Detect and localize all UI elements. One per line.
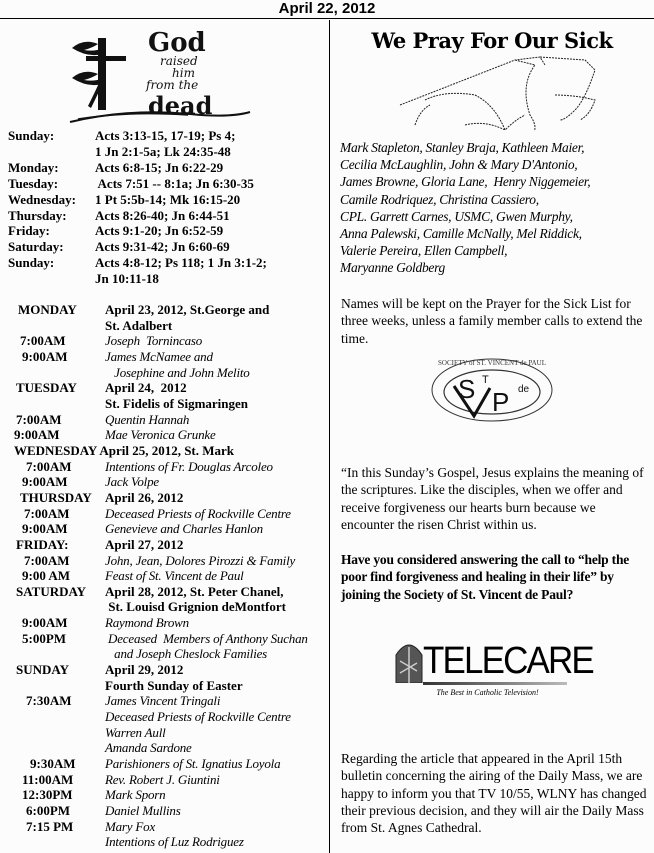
schedule-label: 9:00AM [22, 348, 68, 364]
schedule-text: Fourth Sunday of Easter [105, 677, 243, 693]
svg-text:him: him [172, 66, 195, 80]
daily-readings [8, 128, 267, 287]
schedule-text: Deceased Priests of Rockville Centre [105, 505, 291, 521]
mass-intention-row [0, 646, 329, 662]
schedule-label: THURSDAY [20, 489, 92, 505]
reading-row [8, 144, 267, 160]
god-raised-him-logo [68, 26, 258, 126]
mass-intention-row [0, 709, 329, 725]
reading-row [8, 176, 267, 192]
schedule-text: April 25, 2012, St. Mark [99, 442, 235, 458]
svg-text:raised: raised [160, 54, 198, 68]
svg-text:dead: dead [148, 91, 213, 120]
schedule-label: 12:30PM [22, 787, 73, 803]
schedule-day-row [0, 318, 329, 334]
reading-day [8, 271, 95, 287]
sick-name-line: Cecilia McLaughlin, John & Mary D'Antonio, [340, 157, 578, 173]
mass-intention-row [0, 631, 329, 647]
schedule-label: MONDAY [18, 302, 77, 317]
schedule-text: Feast of St. Vincent de Paul [105, 568, 244, 584]
sick-list-note: Names will be kept on the Prayer for the Sick List for three weeks, unless a family member calls to extend the time. [341, 296, 643, 346]
mass-intention-row [0, 693, 329, 709]
schedule-label [0, 365, 105, 381]
mass-intention-row [0, 459, 329, 475]
schedule-text: Jack Volpe [105, 474, 159, 490]
column-divider [329, 20, 330, 853]
mass-intention-row [0, 756, 329, 772]
schedule-text: Raymond Brown [105, 615, 189, 631]
svdp-logo [430, 356, 554, 422]
schedule-day-row [0, 380, 329, 396]
schedule-label: 7:00AM [24, 505, 70, 521]
svg-text:from the: from the [146, 78, 199, 92]
schedule-label: 9:00AM [22, 615, 68, 631]
schedule-text: and Joseph Cheslock Families [105, 646, 268, 662]
reading-citation: Jn 10:11-18 [95, 271, 159, 287]
sick-title: We Pray For Our Sick [371, 28, 613, 53]
reading-citation: Acts 3:13-15, 17-19; Ps 4; [95, 128, 236, 143]
schedule-day-row [0, 662, 329, 678]
telecare-tagline: The Best in Catholic Television! [436, 688, 539, 697]
schedule-day-row [0, 443, 329, 459]
schedule-text: St. Fidelis of Sigmaringen [105, 395, 249, 411]
schedule-day-row [0, 490, 329, 506]
schedule-text: April 23, 2012, St.George and [105, 302, 270, 317]
mass-intention-row [0, 427, 329, 443]
schedule-label [0, 725, 105, 741]
schedule-label [0, 318, 105, 334]
reading-citation: Acts 4:8-12; Ps 118; 1 Jn 3:1-2; [95, 255, 267, 271]
reading-citation: Acts 8:26-40; Jn 6:44-51 [95, 207, 230, 223]
schedule-text: Deceased Members of Anthony Suchan [105, 630, 308, 646]
schedule-label [0, 709, 105, 725]
reading-row [8, 255, 267, 271]
svdp-question: Have you considered answering the call to “help the poor find forgiveness and healing in their life” by joining the Society of St. Vincent de Paul? [341, 552, 630, 602]
schedule-text: Mary Fox [105, 818, 156, 834]
schedule-label [0, 599, 105, 615]
reading-day: Wednesday: [8, 191, 76, 207]
schedule-label: TUESDAY [16, 380, 77, 396]
schedule-day-row [0, 599, 329, 615]
mass-intention-row [0, 740, 329, 756]
schedule-text: Mae Veronica Grunke [105, 427, 216, 443]
schedule-label [0, 678, 105, 694]
mass-intention-row [0, 349, 329, 365]
schedule-text: Amanda Sardone [105, 740, 192, 756]
bulletin-date: April 22, 2012 [278, 0, 376, 17]
svdp-ring-text: SOCIETY of ST. VINCENT de PAUL [438, 359, 546, 367]
svdp-letter-t: T [482, 374, 489, 386]
schedule-label: 7:00AM [20, 333, 66, 349]
schedule-text: April 29, 2012 [105, 662, 184, 678]
reading-row [8, 160, 267, 176]
reading-citation: Acts 7:51 -- 8:1a; Jn 6:30-35 [95, 175, 254, 191]
schedule-label: 7:00AM [24, 552, 70, 568]
schedule-label: FRIDAY: [16, 536, 69, 552]
mass-intention-row [0, 725, 329, 741]
schedule-text: April 26, 2012 [105, 489, 184, 505]
mass-intention-row [0, 787, 329, 803]
reading-day: Monday: [8, 159, 59, 175]
schedule-label: SATURDAY [16, 583, 87, 599]
schedule-text: John, Jean, Dolores Pirozzi & Family [105, 552, 296, 568]
reading-row [8, 239, 267, 255]
reading-row [8, 128, 267, 144]
mass-intention-row [0, 474, 329, 490]
telecare-name: TELECARE [423, 640, 593, 682]
reading-citation: Acts 6:8-15; Jn 6:22-29 [95, 159, 224, 175]
reading-citation: 1 Jn 2:1-5a; Lk 24:35-48 [95, 143, 231, 159]
reading-day: Sunday: [8, 128, 55, 143]
schedule-text: Deceased Priests of Rockville Centre [105, 709, 291, 725]
reading-day: Friday: [8, 223, 50, 239]
reading-row [8, 271, 267, 287]
schedule-label: 9:00AM [14, 427, 60, 443]
mass-intention-row [0, 553, 329, 569]
schedule-text: Genevieve and Charles Hanlon [105, 521, 263, 537]
mass-schedule [0, 302, 329, 850]
mass-intention-row [0, 521, 329, 537]
schedule-label [0, 396, 105, 412]
schedule-text: Intentions of Luz Rodriguez [105, 834, 244, 850]
mass-intention-row [0, 803, 329, 819]
schedule-label: 7:15 PM [26, 818, 74, 834]
reading-day [8, 144, 95, 160]
schedule-text: Quentin Hannah [105, 411, 190, 427]
mass-intention-row [0, 568, 329, 584]
schedule-label: 9:00AM [22, 474, 68, 490]
praying-hands-image [395, 55, 630, 130]
sick-name-line: Camile Rodriquez, Christina Cassiero, [340, 191, 539, 207]
mass-intention-row [0, 365, 329, 381]
svg-text:God: God [148, 28, 206, 58]
schedule-text: April 27, 2012 [105, 536, 184, 552]
schedule-day-row [0, 584, 329, 600]
schedule-label [0, 740, 105, 756]
sick-name-line: Maryanne Goldberg [340, 260, 446, 276]
schedule-label: SUNDAY [16, 662, 69, 678]
reading-day: Sunday: [8, 255, 55, 271]
schedule-text: Intentions of Fr. Douglas Arcoleo [105, 458, 273, 474]
mass-intention-row [0, 772, 329, 788]
schedule-label: 5:00PM [22, 630, 67, 646]
schedule-text: Daniel Mullins [105, 803, 181, 818]
sick-name-line: James Browne, Gloria Lane, Henry Niggemeier, [340, 174, 591, 190]
reading-day: Saturday: [8, 239, 64, 255]
sick-name-line: Mark Stapleton, Stanley Braja, Kathleen Maier, [340, 140, 585, 155]
schedule-label: 7:00AM [16, 411, 62, 427]
schedule-text: April 24, 2012 [105, 380, 187, 396]
sick-name-line: CPL. Garrett Carnes, USMC, Gwen Murphy, [340, 208, 573, 224]
schedule-label: 9:00AM [22, 521, 68, 537]
mass-intention-row [0, 506, 329, 522]
schedule-text: Joseph Tornincaso [105, 333, 203, 349]
sick-name-line: Valerie Pereira, Ellen Campbell, [340, 243, 508, 259]
mass-intention-row [0, 333, 329, 349]
reading-citation: Acts 9:31-42; Jn 6:60-69 [95, 239, 230, 255]
schedule-text: Josephine and John Melito [105, 364, 250, 380]
schedule-label: 7:30AM [26, 693, 72, 709]
reading-day: Thursday: [8, 207, 67, 223]
schedule-text: Parishioners of St. Ignatius Loyola [105, 756, 281, 772]
schedule-text: Warren Aull [105, 724, 166, 740]
schedule-label [0, 834, 105, 850]
schedule-text: Mark Sporn [105, 787, 166, 803]
stained-glass-window-icon [395, 641, 423, 683]
sick-name-line: Anna Palewski, Camille McNally, Mel Riddick, [340, 226, 582, 242]
gospel-quote: “In this Sunday’s Gospel, Jesus explains the meaning of the scriptures. Like the disciples, when we offer and receive forgiveness our hearts burn because we encounter the risen Christ within us. [341, 465, 644, 532]
reading-row [8, 192, 267, 208]
schedule-text: St. Louisd Grignion deMontfort [105, 599, 286, 615]
schedule-text: James McNamee and [105, 348, 213, 364]
mass-intention-row [0, 819, 329, 835]
schedule-label: 7:00AM [26, 458, 72, 474]
schedule-label: 11:00AM [22, 771, 74, 787]
schedule-label: 9:30AM [30, 756, 76, 772]
mass-intention-row [0, 834, 329, 850]
mass-intention-row [0, 615, 329, 631]
schedule-label [0, 646, 105, 662]
schedule-text: James Vincent Tringali [105, 693, 221, 709]
schedule-day-row [0, 678, 329, 694]
schedule-day-row [0, 396, 329, 412]
reading-row [8, 208, 267, 224]
header-rule [0, 18, 654, 19]
mass-intention-row [0, 412, 329, 428]
schedule-text: Rev. Robert J. Giuntini [105, 771, 220, 787]
reading-day: Tuesday: [8, 175, 59, 191]
svdp-letter-p: P [492, 387, 510, 417]
reading-row [8, 223, 267, 239]
telecare-article: Regarding the article that appeared in the April 15th bulletin concerning the airing of the Daily Mass, we are happy to inform you that TV 10/55, WLNY has changed their previous decision, and they will air the Daily Mass from St. Agnes Cathedral. [341, 751, 647, 836]
svdp-letter-de: de [518, 384, 530, 395]
schedule-day-row [0, 537, 329, 553]
telecare-logo [395, 640, 593, 701]
schedule-label: 6:00PM [26, 803, 71, 818]
schedule-text: April 28, 2012, St. Peter Chanel, [105, 583, 284, 599]
schedule-day-row [0, 302, 329, 318]
sick-names-list [340, 139, 590, 277]
schedule-label: 9:00 AM [22, 568, 71, 584]
reading-citation: Acts 9:1-20; Jn 6:52-59 [95, 223, 224, 239]
svdp-letter-s: S [458, 374, 476, 404]
schedule-label: WEDNESDAY [14, 442, 98, 458]
reading-citation: 1 Pt 5:5b-14; Mk 16:15-20 [95, 191, 241, 207]
schedule-text: St. Adalbert [105, 317, 173, 333]
